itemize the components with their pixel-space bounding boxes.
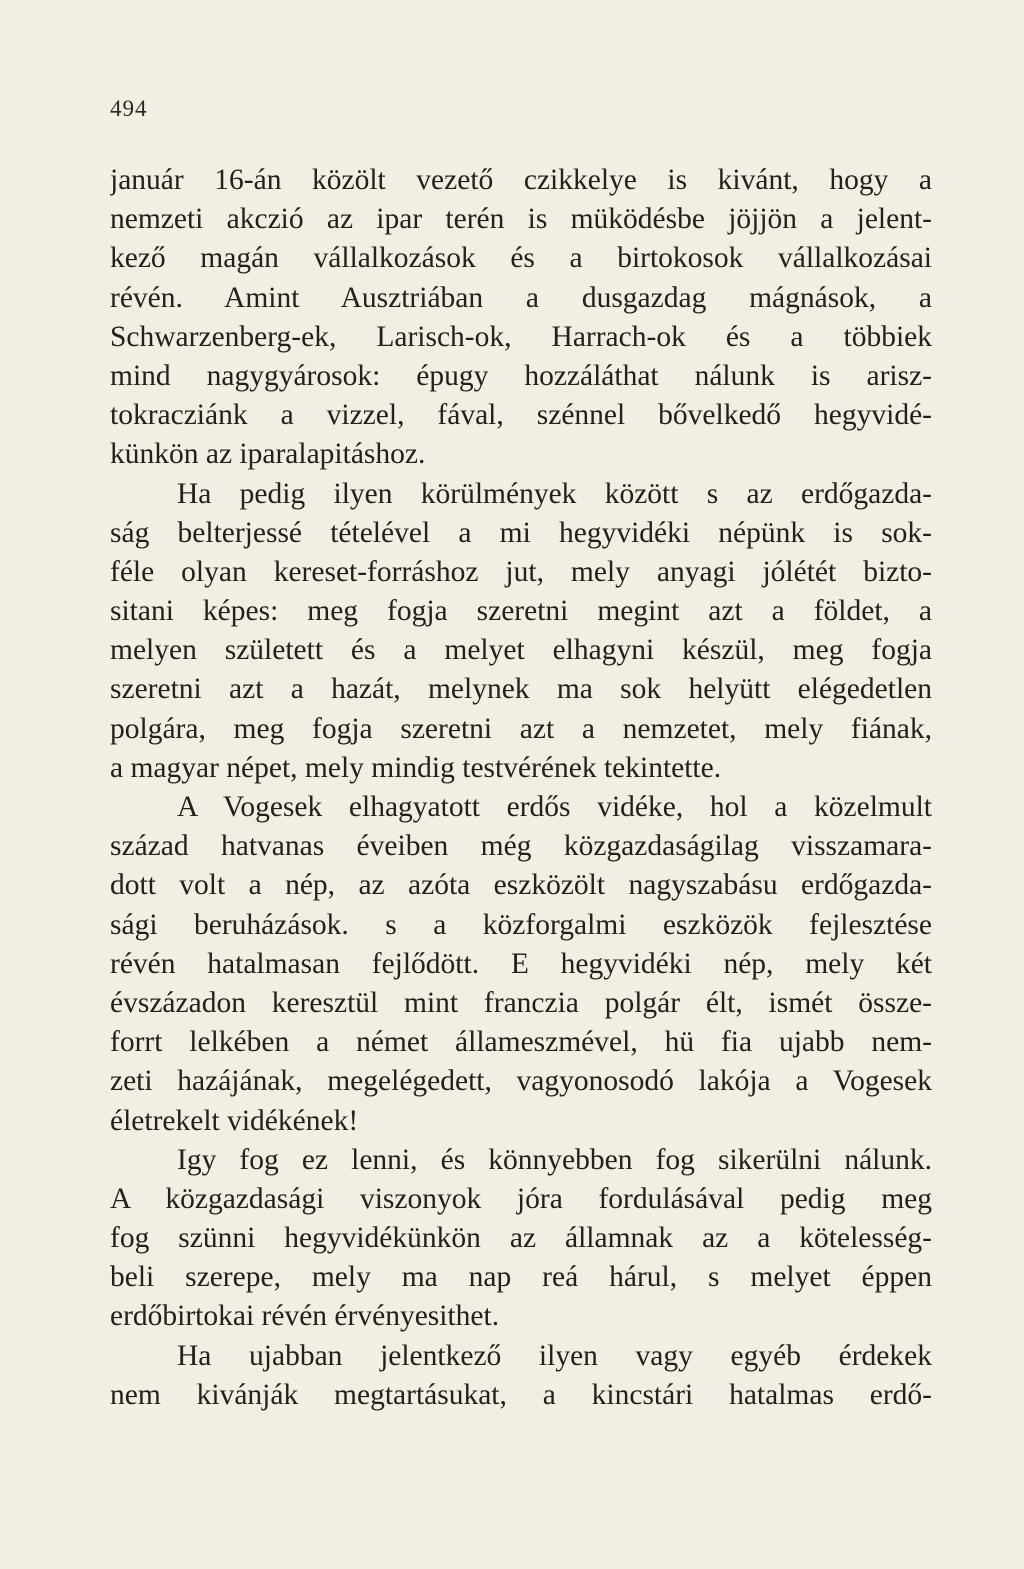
text-line: a magyar népet, mely mindig testvérének tekintette. [110,751,722,784]
text-line: Ha ujabban jelentkező ilyen vagy egyéb érdekek [177,1339,932,1372]
text-line: Schwarzenberg-ek, Larisch-ok, Harrach-ok és a többiek [110,320,932,353]
body-text [110,161,932,1415]
text-line: mind nagygyárosok: épugy hozzáláthat nálunk is arisz- [110,359,932,392]
text-line: január 16-án közölt vezető czikkelye is kivánt, hogy a [110,164,932,196]
text-line: A közgazdasági viszonyok jóra fordulásával pedig meg [110,1182,932,1215]
text-line: század hatvanas éveiben még közgazdaságilag visszamara- [110,830,932,863]
text-line: kező magán vállalkozások és a birtokosok vállalkozásai [110,242,932,275]
text-line: melyen született és a melyet elhagyni készül, meg fogja [110,634,932,667]
text-line: révén. Amint Ausztriában a dusgazdag mágnások, a [110,281,932,314]
text-line: zeti hazájának, megelégedett, vagyonosodó lakója a Vogesek [110,1065,932,1098]
text-line: nemzeti akczió az ipar terén is müködésbe jöjjön a jelent- [110,203,932,236]
text-line: féle olyan kereset-forráshoz jut, mely anyagi jólétét bizto- [110,555,932,588]
text-line: tokracziánk a vizzel, fával, szénnel bővelkedő hegyvidé- [110,399,932,432]
text-line: révén hatalmasan fejlődött. E hegyvidéki nép, mely két [110,947,932,980]
text-line: fog szünni hegyvidékünkön az államnak az a kötelesség- [110,1222,932,1255]
text-line: sitani képes: meg fogja szeretni megint azt a földet, a [110,595,932,628]
text-line: Igy fog ez lenni, és könnyebben fog sikerülni nálunk. [177,1143,932,1176]
text-line: életrekelt vidékének! [110,1104,359,1137]
text-line: Ha pedig ilyen körülmények között s az erdőgazda- [177,477,932,510]
text-line: polgára, meg fogja szeretni azt a nemzetet, mely fiának, [110,712,932,745]
text-line: A Vogesek elhagyatott erdős vidéke, hol a közelmult [177,791,932,823]
text-line: ság belterjessé tételével a mi hegyvidéki népünk is sok- [110,516,932,549]
text-line: évszázadon keresztül mint franczia polgár élt, ismét össze- [110,986,932,1019]
text-line: beli szerepe, mely ma nap reá hárul, s melyet éppen [110,1261,932,1294]
text-line: szeretni azt a hazát, melynek ma sok helyütt elégedetlen [110,673,932,706]
page-number: 494 [110,96,148,121]
text-line: sági beruházások. s a közforgalmi eszközök fejlesztése [110,908,932,941]
text-line: künkön az iparalapitáshoz. [110,438,426,471]
text-line: erdőbirtokai révén érvényesithet. [110,1300,500,1333]
text-line: forrt lelkében a német állameszmével, hü fia ujabb nem- [110,1026,932,1059]
text-line: nem kivánják megtartásukat, a kincstári hatalmas erdő- [110,1378,932,1411]
text-line: dott volt a nép, az azóta eszközölt nagyszabásu erdőgazda- [110,869,932,902]
